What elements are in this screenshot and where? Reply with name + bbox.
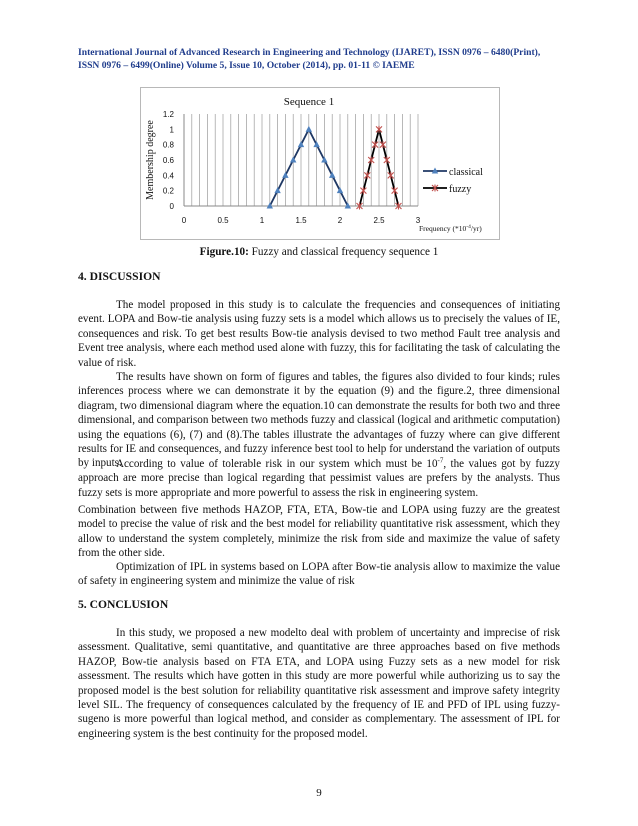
y-axis-label: Membership degree — [145, 120, 156, 200]
page-number: 9 — [316, 787, 322, 799]
y-tick-label: 1 — [169, 125, 174, 135]
data-point-classical — [306, 126, 312, 132]
legend-label-classical: classical — [449, 167, 483, 178]
d3-text-end: , the values got by fuzzy approach are more precise than logical regarding that pessimist values are prefers by the analysts. Thus fuzzy sets is more appropriate and more powerful to assess the risk in engineering system. — [78, 458, 560, 499]
figure-caption-text: Fuzzy and classical frequency sequence 1 — [248, 246, 439, 258]
data-point-fuzzy — [388, 172, 394, 179]
data-point-fuzzy — [380, 141, 386, 148]
frequency-chart — [140, 87, 500, 240]
x-tick-label: 3 — [415, 216, 421, 225]
data-point-fuzzy — [368, 157, 374, 164]
x-tick-label: 2.5 — [373, 216, 385, 225]
x-axis-label: Frequency $(*10^{-4}/yr)$ — [419, 224, 482, 233]
header-line-1: International Journal of Advanced Research in Engineering and Technology (IJARET), ISSN 0976 – 6480(Print), — [78, 47, 541, 58]
data-point-fuzzy — [360, 187, 366, 194]
x-tick-label: 0 — [181, 216, 187, 225]
data-point-fuzzy — [392, 187, 398, 194]
journal-header — [78, 46, 568, 72]
figure-caption — [0, 246, 638, 258]
y-tick-label: 0.2 — [162, 186, 174, 196]
chart-title: Sequence 1 — [283, 96, 335, 108]
discussion-paragraph-4: Combination between five methods HAZOP, FTA, ETA, Bow-tie and LOPA using fuzzy are the greatest model to precise the value of risk and the best model for reliability quantitative risk assessment, which they allow to understand the system completely, minimize the risk from side and maximize the value of safety from the other side. — [78, 504, 560, 560]
y-tick-label: 0.4 — [162, 171, 174, 181]
chart-canvas — [141, 88, 499, 239]
discussion-paragraph-3 — [78, 457, 560, 500]
legend-label-fuzzy: fuzzy — [449, 184, 472, 195]
x-tick-label: 2 — [337, 216, 343, 225]
conclusion-heading: 5. CONCLUSION — [78, 598, 169, 611]
y-tick-label: 0.8 — [162, 140, 174, 150]
data-point-fuzzy — [372, 141, 378, 148]
data-point-fuzzy — [364, 172, 370, 179]
y-tick-label: 0 — [169, 202, 174, 211]
data-point-fuzzy — [376, 126, 382, 133]
y-tick-label: 1.2 — [162, 110, 174, 119]
x-tick-label: 0.5 — [217, 216, 229, 225]
x-tick-label: 1.5 — [295, 216, 307, 225]
y-tick-label: 0.6 — [162, 156, 174, 165]
x-tick-label: 1 — [259, 216, 265, 225]
d3-text-start: According to value of tolerable risk in our system which must be 10 — [116, 458, 438, 470]
discussion-paragraph-1: The model proposed in this study is to calculate the frequencies and consequences of initiating event. LOPA and Bow-tie analysis using fuzzy sets is a model which allows us to precisely the values of IE, consequences and risk. To get best results Bow-tie analysis devised to two method Fault tree analysis and Event tree analysis, where each method used alone with fuzzy, this for facilitating the task of calculating the value of risk. — [78, 299, 560, 369]
figure-label: Figure.10: — [199, 246, 249, 258]
data-point-fuzzy — [384, 157, 390, 164]
conclusion-paragraph: In this study, we proposed a new modelto deal with problem of uncertainty and imprecise of risk assessment. Qualitative, semi quantitative, and quantitative are three approaches based on five methods HAZOP, Bow-tie analysis based on FTA ETA, and LOPA using Fuzzy sets as a new model for risk assessment. The results which have gotten in this study are more powerful while authorizing us to say the proposed model is the best solution for reliability quantitative risk assessment and improve safety integrity level SIL. The frequency of consequences calculated by the frequency of IE and PFD of IPL using fuzzy-sugeno is more powerful than logical method, and consider as complementary. The assessment of IPL for engineering system is the best continuity for the proposed model. — [78, 627, 560, 740]
header-line-2: ISSN 0976 – 6499(Online) Volume 5, Issue 10, October (2014), pp. 01-11 © IAEME — [78, 60, 415, 71]
d3-exponent: -7 — [437, 456, 444, 465]
discussion-heading: 4. DISCUSSION — [78, 270, 161, 283]
discussion-paragraph-5: Optimization of IPL in systems based on LOPA after Bow-tie analysis allow to maximize the value of safety in engineering system and minimize the value of risk — [78, 561, 560, 588]
discussion-paragraph-2: The results have shown on form of figures and tables, the figures also divided to four kinds; rules inferences process where we can demonstrate it by the equation (9) and the figure.2, three dimensional diagram, two dimensional diagram where the equation.10 can demonstrate the results for both two and three dimensional, and comparison between two methods fuzzy and classical (logical and arithmetic computation) using the equations (6), (7) and (8).The tables illustrate the advantages of fuzzy where can give different results for IE and consequences, and fuzzy inference best tool to help for understand the variation of outputs by inputs. — [78, 371, 560, 470]
